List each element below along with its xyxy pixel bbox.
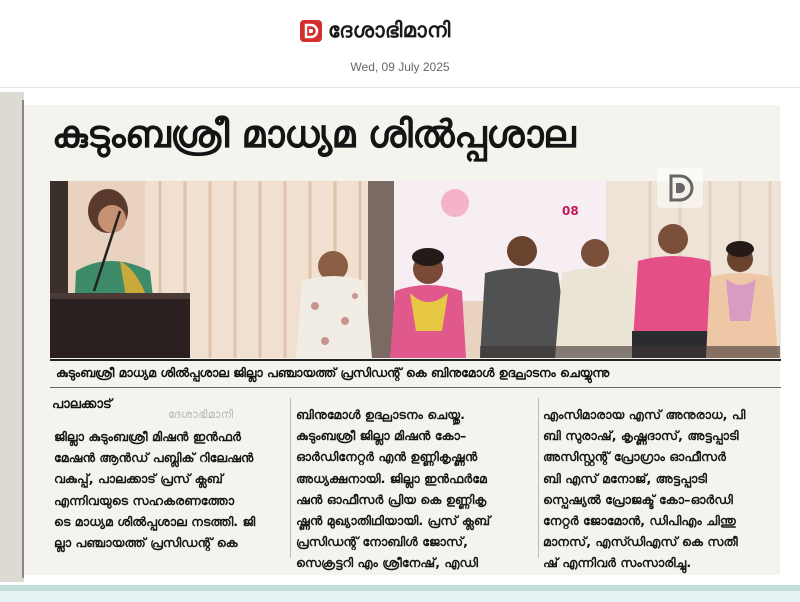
text-line: അസിസ്റ്റന്റ് പ്രോഗ്രാം ഓഫീസർ bbox=[543, 449, 726, 465]
text-line: ഓർഡിനേറ്റർ എൻ ഉണ്ണികൃഷ്ണൻ bbox=[296, 449, 478, 465]
text-line: എംസിമാരായ എസ് അനുരാധ, പി bbox=[543, 407, 746, 422]
deshabhimani-watermark-icon bbox=[657, 168, 703, 208]
text-line: ഷ്ണൻ മുഖ്യാതിഥിയായി. പ്രസ് ക്ലബ് bbox=[296, 513, 491, 529]
text-line: ബി എസ് മനോജ്, അട്ടപ്പാടി bbox=[543, 470, 707, 486]
article-column-3 bbox=[543, 404, 781, 574]
article-headline: കുടുംബശ്രീ മാധ്യമ ശിൽപ്പശാല bbox=[52, 112, 576, 156]
text-line: എന്നിവയുടെ സഹകരണത്തോ bbox=[54, 492, 235, 508]
page-edge bbox=[0, 92, 24, 582]
text-line: വകുപ്പ്, പാലക്കാട് പ്രസ് ക്ലബ് bbox=[54, 471, 223, 487]
text-line: കുടുംബശ്രീ ജില്ലാ മിഷൻ കോ– bbox=[296, 428, 467, 444]
text-line: ഷൻ ഓഫീസർ പ്രിയ കെ ഉണ്ണികൃ bbox=[296, 491, 487, 507]
clipping-shadow bbox=[22, 100, 24, 578]
article-column-2 bbox=[296, 404, 534, 574]
text-line: ജില്ലാ കുടുംബശ്രീ മിഷൻ ഇൻഫർ bbox=[54, 429, 241, 444]
brand-name: ദേശാഭിമാനി bbox=[328, 18, 451, 42]
text-line: മേഷൻ ആൻഡ് പബ്ലിക് റിലേഷൻ bbox=[54, 450, 254, 466]
text-line: ല്ലാ പഞ്ചായത്ത് പ്രസിഡന്റ് കെ bbox=[54, 535, 238, 551]
text-line: ടെ മാധ്യമ ശിൽപ്പശാല നടത്തി. ജി bbox=[54, 513, 256, 529]
text-line: ബി സുരാഷ്, കൃഷ്ണദാസ്, അട്ടപ്പാടി bbox=[543, 428, 739, 444]
text-line: നേറ്റർ ജോമോൻ, ഡിപിഎം ചിന്തു bbox=[543, 513, 736, 529]
publication-date: Wed, 09 July 2025 bbox=[350, 60, 450, 74]
deshabhimani-logo-icon bbox=[300, 20, 322, 42]
caption-top-rule bbox=[50, 359, 781, 361]
masthead bbox=[0, 0, 800, 88]
text-watermark: ദേശാഭിമാനി bbox=[168, 408, 234, 421]
photo-caption: കുടുംബശ്രീ മാധ്യമ ശിൽപ്പശാല ജില്ലാ പഞ്ചായത്ത് പ്രസിഡന്റ് കെ ബിനുമോൾ ഉദ്ഘാടനം ചെയ്യുന്നു bbox=[56, 365, 610, 380]
text-line: പ്രസിഡന്റ് നോബിൾ ജോസ്, bbox=[296, 534, 468, 550]
column-divider bbox=[538, 398, 539, 558]
text-line: മാനസ്, എസ്ഡിഎസ് കെ സതീ bbox=[543, 534, 738, 550]
text-line: സ്പെഷ്യൽ പ്രോജക്ട് കോ–ഓർഡി bbox=[543, 491, 733, 507]
text-line: അധ്യക്ഷനായി. ജില്ലാ ഇൻഫർമേ bbox=[296, 470, 487, 486]
banner-date: 08 bbox=[562, 204, 579, 218]
text-line: സെക്രട്ടറി എം ശ്രീനേഷ്, എഡി bbox=[296, 555, 479, 571]
dateline: പാലക്കാട് bbox=[52, 397, 112, 412]
text-line: ഷ് എന്നിവർ സംസാരിച്ചു. bbox=[543, 555, 692, 571]
text-line: ബിനുമോൾ ഉദ്ഘാടനം ചെയ്തു. bbox=[296, 407, 465, 422]
column-divider bbox=[290, 398, 291, 558]
brand-logo[interactable] bbox=[300, 18, 451, 43]
footer-strip bbox=[0, 585, 800, 602]
caption-bottom-rule bbox=[50, 387, 781, 388]
article-column-1 bbox=[54, 426, 286, 553]
